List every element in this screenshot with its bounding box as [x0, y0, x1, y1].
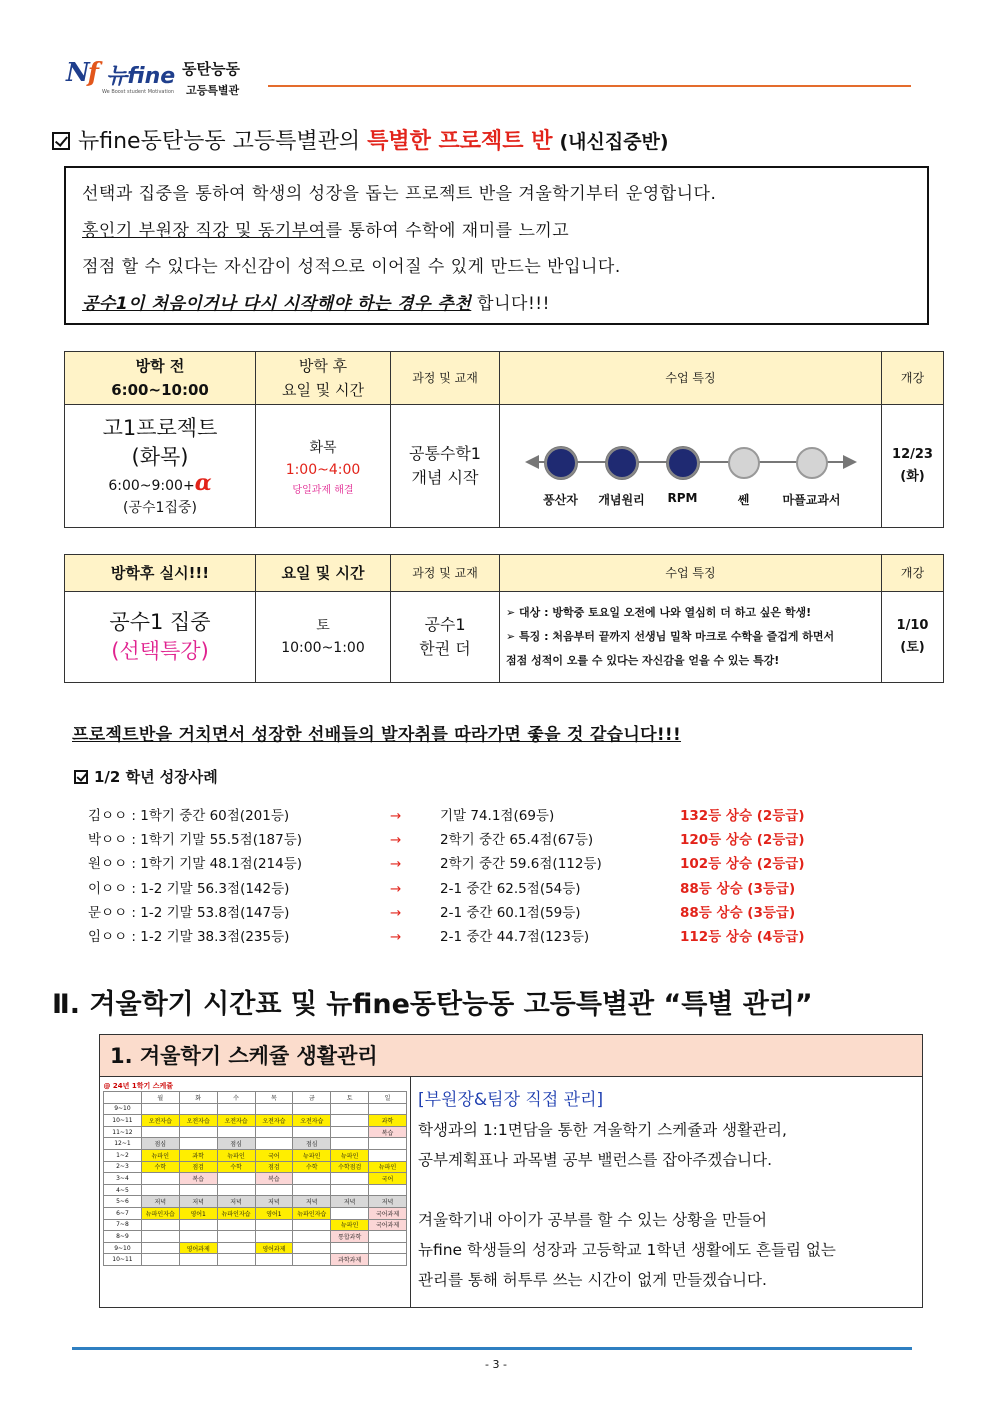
branch-name: 동탄능동: [182, 60, 240, 78]
schedule-cell: [331, 1208, 369, 1220]
schedule-cell: 오전자습: [141, 1115, 179, 1127]
schedule-cell: 국어: [369, 1173, 407, 1185]
case-before: 이ㅇㅇ : 1-2 기말 56.3점(142등): [88, 880, 290, 897]
schedule-cell: 저녁: [331, 1196, 369, 1208]
schedule-cell: [331, 1242, 369, 1254]
schedule-cell: [369, 1242, 407, 1254]
schedule-cell: 수학: [141, 1161, 179, 1173]
schedule-cell: [141, 1103, 179, 1115]
case-arrow: →: [390, 832, 402, 849]
footer-line: [72, 1347, 912, 1350]
case-result: 132등 상승 (2등급): [680, 808, 805, 824]
schedule-day-header: 화: [179, 1092, 217, 1104]
schedule-cell: [141, 1254, 179, 1266]
feature-desc: ➢ 특징 : 처음부터 끝까지 선생님 밀착 마크로 수학을 즐겁게 하면서: [506, 630, 835, 643]
weekly-schedule-table: [103, 1080, 407, 1266]
schedule-cell: 저녁: [369, 1196, 407, 1208]
schedule-cell: 오전자습: [255, 1115, 293, 1127]
schedule-cell: [141, 1126, 179, 1138]
schedule-cell: [141, 1242, 179, 1254]
case-result: 112등 상승 (4등급): [680, 929, 805, 945]
schedule-cell: [141, 1219, 179, 1231]
lecture-open-day: (토): [900, 640, 925, 655]
schedule-cell: 뉴파인: [293, 1150, 331, 1162]
schedule-cell: [217, 1103, 255, 1115]
schedule-cell: 뉴파인자습: [293, 1208, 331, 1220]
schedule-time: 9~10: [104, 1103, 142, 1115]
class-days: (화목): [131, 444, 189, 469]
lecture-course-1: 공수1: [424, 615, 466, 634]
case-before: 원ㅇㅇ : 1학기 기말 48.1점(214등): [88, 856, 303, 873]
textbook-label: 풍산자: [543, 492, 578, 507]
schedule-cell: [331, 1126, 369, 1138]
intro-line-2: [82, 213, 911, 250]
case-result: 120등 상승 (2등급): [680, 832, 805, 849]
arrow-left-icon: [525, 455, 539, 469]
textbook-label: 쎈: [737, 492, 750, 507]
progress-dot: [728, 447, 760, 479]
schedule-time: 11~12: [104, 1126, 142, 1138]
class-note: (공수1집중): [123, 499, 197, 516]
schedule-cell: [293, 1219, 331, 1231]
schedule-cell: 오전자습: [217, 1115, 255, 1127]
schedule-cell: [217, 1231, 255, 1243]
schedule-title: @ 24년 1학기 스케쥴: [103, 1081, 173, 1090]
table-row: [104, 1196, 407, 1208]
schedule-time: 7~8: [104, 1219, 142, 1231]
schedule-cell: 영어과제: [179, 1242, 217, 1254]
schedule-cell: 국어: [255, 1150, 293, 1162]
table-row: [65, 592, 944, 683]
table-row: [104, 1208, 407, 1220]
lecture-course-cell: [391, 592, 500, 683]
schedule-cell: 점심: [293, 1138, 331, 1150]
schedule-cell: [369, 1150, 407, 1162]
header-after-label: 방학 후: [298, 357, 348, 375]
schedule-time: 12~1: [104, 1138, 142, 1150]
table-row: [104, 1103, 407, 1115]
schedule-cell: 수학: [293, 1161, 331, 1173]
table-row: [104, 1231, 407, 1243]
table-row: [104, 1173, 407, 1185]
schedule-cell: [293, 1184, 331, 1196]
schedule-time: 1~2: [104, 1150, 142, 1162]
schedule-cell: 뉴파인: [141, 1150, 179, 1162]
table-row: [104, 1254, 407, 1266]
schedule-cell: [293, 1126, 331, 1138]
schedule-cell: [141, 1184, 179, 1196]
header-before: [65, 352, 256, 405]
table-row: [104, 1184, 407, 1196]
lecture-course-2: 한권 더: [419, 639, 471, 658]
header-feature: 수업 특징: [500, 352, 882, 405]
table-row: [104, 1242, 407, 1254]
schedule-cell: 수학점검: [331, 1161, 369, 1173]
lecture-open-cell: [882, 592, 944, 683]
management-text-2: 공부계획표나 과목별 공부 밸런스를 잡아주겠습니다.: [418, 1151, 773, 1169]
schedule-cell: [141, 1231, 179, 1243]
schedule-cell: 오전자습: [293, 1115, 331, 1127]
case-arrow: →: [390, 856, 402, 873]
logo-wordmark: 뉴fine: [106, 64, 176, 89]
intro-line-4-emphasis: 공수1이 처음이거나 다시 시작해야 하는 경우 추천: [82, 293, 472, 314]
table-row: [104, 1126, 407, 1138]
table-header-row: [65, 352, 944, 405]
schedule-cell: 점검: [179, 1161, 217, 1173]
section-2-title: Ⅱ. 겨울학기 시간표 및 뉴fine동탄능동 고등특별관 “특별 관리”: [52, 989, 813, 1020]
cases-title: 1/2 학년 성장사례: [94, 768, 218, 786]
schedule-cell: 뉴파인: [331, 1150, 369, 1162]
progress-dot: [796, 447, 828, 479]
schedule-image: [100, 1077, 411, 1307]
case-before: 김ㅇㅇ : 1학기 중간 60점(201등): [88, 808, 290, 824]
schedule-day-header: 월: [141, 1092, 179, 1104]
schedule-cell: [255, 1254, 293, 1266]
schedule-time: 6~7: [104, 1208, 142, 1220]
case-after: 2-1 중간 44.7점(123등): [440, 929, 590, 945]
lecture-name: 공수1 집중: [109, 610, 211, 634]
schedule-cell: 과학: [179, 1150, 217, 1162]
intro-box: [64, 166, 929, 325]
course-line-2: 개념 시작: [411, 468, 479, 487]
schedule-cell: [255, 1231, 293, 1243]
schedule-time: 10~11: [104, 1254, 142, 1266]
schedule-cell: [369, 1138, 407, 1150]
header-course: 과정 및 교재: [391, 352, 500, 405]
schedule-cell: [331, 1138, 369, 1150]
feature-target: ➢ 대상 : 방학중 토요일 오전에 나와 열심히 더 하고 싶은 학생!: [506, 606, 812, 619]
schedule-cell: [331, 1115, 369, 1127]
after-day: 화목: [309, 439, 337, 456]
table-row: [104, 1150, 407, 1162]
spacer: [418, 1175, 918, 1205]
title-highlight: 특별한 프로젝트 반: [367, 129, 553, 154]
case-arrow: →: [390, 929, 402, 945]
header-course: 과정 및 교재: [391, 555, 500, 592]
schedule-cell: 뉴파인자습: [217, 1208, 255, 1220]
schedule-cell: 과학과제: [331, 1254, 369, 1266]
header-after: [256, 352, 391, 405]
schedule-cell: [255, 1219, 293, 1231]
schedule-management-box: [99, 1034, 923, 1308]
intro-line-4: [82, 286, 911, 323]
case-after: 기말 74.1점(69등): [440, 808, 555, 824]
branch-sub: 고등특별관: [186, 84, 240, 97]
schedule-cell: 국어과제: [369, 1208, 407, 1220]
schedule-cell: [293, 1231, 331, 1243]
schedule-cell: [217, 1126, 255, 1138]
header-divider: [268, 85, 911, 87]
schedule-cell: [217, 1173, 255, 1185]
management-text-5: 관리를 통해 허투루 쓰는 시간이 없게 만들겠습니다.: [418, 1271, 767, 1289]
schedule-time: 9~10: [104, 1242, 142, 1254]
schedule-cell: 점심: [217, 1138, 255, 1150]
after-time: 1:00~4:00: [285, 461, 361, 478]
textbook-label: RPM: [667, 490, 698, 505]
schedule-day-header: 일: [369, 1092, 407, 1104]
schedule-cell: 저녁: [179, 1196, 217, 1208]
logo-mark: Nf: [66, 58, 97, 88]
schedule-cell: [255, 1138, 293, 1150]
header-before-label: 방학 전: [135, 357, 185, 375]
case-before: 문ㅇㅇ : 1-2 기말 53.8점(147등): [88, 904, 290, 921]
schedule-cell: [255, 1126, 293, 1138]
schedule-cell: 저녁: [255, 1196, 293, 1208]
alpha-symbol: α: [194, 469, 212, 496]
open-day: (화): [900, 469, 925, 484]
schedule-heading: 1. 겨울학기 스케쥴 생활관리: [100, 1035, 922, 1077]
case-result: 102등 상승 (2등급): [680, 856, 805, 873]
schedule-day-header: 목: [255, 1092, 293, 1104]
management-text-1: 학생과의 1:1면담을 통한 겨울학기 스케쥴과 생활관리,: [418, 1121, 787, 1139]
schedule-cell: 뉴파인: [217, 1150, 255, 1162]
class-name-cell: [65, 405, 256, 528]
schedule-cell: [293, 1242, 331, 1254]
schedule-time: 5~6: [104, 1196, 142, 1208]
cases-heading: [74, 766, 218, 787]
textbook-label: 개념원리: [598, 492, 645, 507]
case-after: 2-1 중간 60.1점(59등): [440, 904, 581, 921]
lecture-feature-cell: [500, 592, 882, 683]
lecture-day: 토: [316, 618, 330, 634]
schedule-cell: [179, 1126, 217, 1138]
header-open: 개강: [882, 352, 944, 405]
schedule-cell: [369, 1184, 407, 1196]
table-row: [65, 405, 944, 528]
page-number: - 3 -: [485, 1358, 507, 1371]
lecture-schedule-cell: [256, 592, 391, 683]
schedule-cell: 과학: [369, 1115, 407, 1127]
schedule-cell: 저녁: [293, 1196, 331, 1208]
feature-cell: [500, 405, 882, 528]
feature-desc-cont: 점점 성적이 오를 수 있다는 자신감을 얻을 수 있는 특강!: [506, 654, 780, 667]
schedule-cell: 점검: [255, 1161, 293, 1173]
intro-line-3: 점점 할 수 있다는 자신감이 성적으로 이어질 수 있게 만드는 반입니다.: [82, 257, 621, 277]
schedule-cell: 복습: [255, 1173, 293, 1185]
schedule-cell: [293, 1103, 331, 1115]
lecture-time: 10:00~1:00: [281, 640, 365, 656]
schedule-day-header: 금: [293, 1092, 331, 1104]
schedule-cell: 영어1: [255, 1208, 293, 1220]
course-cell: [391, 405, 500, 528]
schedule-cell: 영어1: [179, 1208, 217, 1220]
schedule-time: 4~5: [104, 1184, 142, 1196]
management-text-3: 겨울학기내 아이가 공부를 할 수 있는 상황을 만들어: [418, 1211, 767, 1229]
after-note: 당일과제 해결: [292, 484, 354, 496]
schedule-cell: 오전자습: [179, 1115, 217, 1127]
table-row: [104, 1219, 407, 1231]
schedule-cell: [179, 1184, 217, 1196]
schedule-cell: [331, 1103, 369, 1115]
class-time-line: [65, 469, 255, 497]
progress-dot: [545, 447, 577, 479]
case-result: 88등 상승 (3등급): [680, 880, 796, 897]
schedule-time: 10~11: [104, 1115, 142, 1127]
header-after-time: 요일 및 시간: [282, 381, 364, 399]
schedule-cell: [293, 1173, 331, 1185]
table-row: [104, 1115, 407, 1127]
checkbox-icon: [74, 770, 88, 784]
case-arrow: →: [390, 904, 402, 921]
schedule-day-header: [104, 1092, 142, 1104]
after-schedule-cell: [256, 405, 391, 528]
case-after: 2-1 중간 62.5점(54등): [440, 880, 581, 897]
schedule-cell: 뉴파인자습: [141, 1208, 179, 1220]
arrow-right-icon: [843, 455, 857, 469]
schedule-cell: 수학: [217, 1161, 255, 1173]
lecture-open-date: 1/10: [896, 618, 929, 633]
title-prefix: 뉴fine동탄능동 고등특별관의: [78, 129, 361, 154]
course-line-1: 공통수학1: [408, 444, 481, 463]
logo-tagline: We Boost student Motivation: [102, 89, 175, 95]
schedule-cell: 국어과제: [369, 1219, 407, 1231]
schedule-cell: [255, 1103, 293, 1115]
header-col1: 방학후 실시!!!: [65, 555, 256, 592]
project-class-table: [64, 351, 944, 528]
management-title: [부원장&팀장 직접 관리]: [418, 1090, 604, 1110]
lecture-name-cell: [65, 592, 256, 683]
special-lecture-table: [64, 554, 944, 683]
schedule-day-header: 수: [217, 1092, 255, 1104]
schedule-cell: 복습: [179, 1173, 217, 1185]
progress-dot: [667, 447, 699, 479]
schedule-cell: 뉴파인: [369, 1161, 407, 1173]
schedule-cell: [331, 1173, 369, 1185]
open-cell: [882, 405, 944, 528]
schedule-cell: 복습: [369, 1126, 407, 1138]
schedule-cell: [179, 1219, 217, 1231]
schedule-cell: [217, 1242, 255, 1254]
schedule-cell: [293, 1254, 331, 1266]
textbook-label: 마플교과서: [782, 492, 841, 507]
title-suffix: (내신집중반): [559, 131, 669, 153]
intro-line-1: 선택과 집중을 통하여 학생의 성장을 돕는 프로젝트 반을 겨울학기부터 운영합니다.: [82, 184, 717, 204]
textbook-progress-track: [521, 419, 861, 514]
open-date: 12/23: [892, 447, 933, 462]
case-before: 임ㅇㅇ : 1-2 기말 38.3점(235등): [88, 929, 290, 945]
case-result: 88등 상승 (3등급): [680, 904, 796, 921]
case-arrow: →: [390, 808, 402, 824]
schedule-cell: 영어과제: [255, 1242, 293, 1254]
schedule-time: 2~3: [104, 1161, 142, 1173]
header-col2: 요일 및 시간: [256, 555, 391, 592]
schedule-day-header: 토: [331, 1092, 369, 1104]
schedule-cell: [369, 1231, 407, 1243]
progress-dot: [606, 447, 638, 479]
class-time: 6:00~9:00+: [108, 477, 195, 494]
schedule-time: 3~4: [104, 1173, 142, 1185]
schedule-cell: [331, 1184, 369, 1196]
schedule-cell: [255, 1184, 293, 1196]
schedule-cell: 통합과학: [331, 1231, 369, 1243]
schedule-cell: [179, 1138, 217, 1150]
case-before: 박ㅇㅇ : 1학기 기말 55.5점(187등): [88, 832, 303, 849]
header-open: 개강: [882, 555, 944, 592]
header-before-time: 6:00~10:00: [111, 381, 209, 399]
intro-line-2-underlined: 홍인기 부원장 직강 및 동기부여: [82, 220, 326, 241]
brand-logo: [66, 50, 256, 100]
management-description: [418, 1085, 918, 1295]
schedule-cell: [141, 1173, 179, 1185]
schedule-cell: [179, 1231, 217, 1243]
checkbox-icon: [52, 132, 70, 150]
page-title: [52, 124, 669, 155]
case-after: 2학기 중간 59.6점(112등): [440, 856, 602, 873]
encouragement-banner: 프로젝트반을 거치면서 성장한 선배들의 발자취를 따라가면 좋을 것 같습니다!!!: [72, 725, 682, 745]
schedule-cell: [369, 1254, 407, 1266]
class-name: 고1프로젝트: [102, 415, 218, 440]
schedule-cell: [179, 1103, 217, 1115]
case-after: 2학기 중간 65.4점(67등): [440, 832, 594, 849]
table-row: [104, 1138, 407, 1150]
schedule-cell: 저녁: [141, 1196, 179, 1208]
table-row: [104, 1161, 407, 1173]
case-arrow: →: [390, 880, 402, 897]
schedule-cell: 점심: [141, 1138, 179, 1150]
header-feature: 수업 특징: [500, 555, 882, 592]
schedule-cell: [217, 1219, 255, 1231]
intro-line-2-rest: 를 통하여 수학에 재미를 느끼고: [325, 220, 570, 241]
schedule-cell: [217, 1254, 255, 1266]
table-header-row: [65, 555, 944, 592]
schedule-cell: [217, 1184, 255, 1196]
intro-line-4-rest: 합니다!!!: [471, 293, 550, 314]
schedule-cell: 뉴파인: [331, 1219, 369, 1231]
schedule-cell: 저녁: [217, 1196, 255, 1208]
schedule-cell: [179, 1254, 217, 1266]
schedule-cell: [369, 1103, 407, 1115]
schedule-time: 8~9: [104, 1231, 142, 1243]
lecture-sub: (선택특강): [111, 639, 209, 663]
management-text-4: 뉴fine 학생들의 성장과 고등학교 1학년 생활에도 흔들림 없는: [418, 1241, 836, 1259]
